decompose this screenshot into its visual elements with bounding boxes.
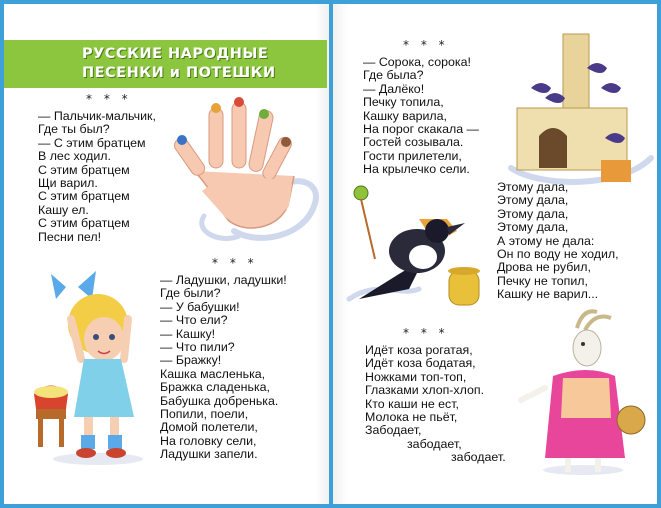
stove-with-birds-illustration (501, 28, 657, 198)
poem-line: Кашку варила, (363, 108, 447, 123)
poem-line: Гости прилетели, (363, 148, 462, 163)
poem-line: Глазками хлоп-хлоп. (365, 383, 485, 398)
poem-line: Этому дала, (497, 220, 569, 235)
poem-line: Забодает, (365, 423, 422, 438)
poem-line: Ладушки запели. (160, 447, 258, 462)
poem-line: На крылечко сели. (363, 162, 470, 177)
poem1-text (38, 110, 156, 244)
poem-line: забодает, (407, 436, 462, 451)
poem-line: — Далёко! (363, 81, 425, 96)
poem-line: забодает. (451, 450, 506, 465)
left-page (4, 4, 329, 504)
poem-line: — Пальчик-мальчик, (38, 109, 156, 123)
poem-line: Кашку не варил... (497, 287, 599, 302)
goat-in-dress-illustration (513, 308, 657, 478)
poem3-text-top (363, 56, 479, 177)
poem-line: Где были? (160, 286, 221, 301)
poem-line: Он по воду не ходил, (497, 246, 619, 261)
poem-line: С этим братцем (38, 216, 130, 231)
poem-line: Идёт коза рогатая, (365, 343, 473, 357)
page-title-line1: РУССКИЕ НАРОДНЫЕ (82, 46, 269, 62)
hand-with-finger-faces-illustration (164, 96, 329, 246)
poem-line: На порог скакала — (363, 121, 479, 136)
poem-line: В лес ходил. (38, 149, 111, 164)
poem4-stars: * * * (403, 326, 449, 340)
poem-line: Идёт коза бодатая, (365, 356, 476, 371)
poem-line: Кто каши не ест, (365, 396, 459, 411)
poem-line: Дрова не рубил, (497, 260, 591, 275)
poem-line: — Что пили? (160, 339, 235, 354)
poem-line: Этому дала, (497, 206, 569, 221)
poem-line: Печку не топил, (497, 273, 588, 288)
poem-line: Кашка масленька, (160, 366, 266, 381)
poem-line: — Ладушки, ладушки! (160, 273, 287, 287)
poem1-stars: * * * (86, 92, 132, 106)
poem-line: Печку топила, (363, 95, 444, 110)
poem3-text-bottom (497, 181, 619, 302)
girl-with-bow-illustration (26, 259, 151, 469)
poem-line: Этому дала, (497, 193, 569, 208)
poem-line: Домой полетели, (160, 420, 258, 435)
poem-line: А этому не дала: (497, 233, 595, 248)
poem3-stars: * * * (403, 38, 449, 52)
poem-line: Молока не пьёт, (365, 409, 458, 424)
poem-line: Песни пел! (38, 229, 102, 244)
poem-line: — С этим братцем (38, 135, 146, 150)
poem-line: Где ты был? (38, 122, 110, 137)
poem-line: Где была? (363, 68, 424, 83)
poem-line: Щи варил. (38, 175, 98, 190)
title-banner (4, 40, 327, 88)
poem-line: Ножками топ-топ, (365, 369, 467, 384)
poem-line: — Сорока, сорока! (363, 55, 471, 69)
magpie-with-pot-illustration (339, 179, 491, 321)
poem-line: — У бабушки! (160, 299, 240, 314)
poem-line: Этому дала, (497, 180, 569, 194)
poem-line: — Что ели? (160, 313, 228, 328)
poem-line: Бабушка добренька. (160, 393, 279, 408)
poem-line: Кашу ел. (38, 202, 89, 217)
poem2-stars: * * * (212, 256, 258, 270)
poem-line: Попили, поели, (160, 406, 249, 421)
poem-line: Гостей созывала. (363, 135, 464, 150)
right-page (333, 4, 657, 504)
poem4-text (365, 344, 506, 465)
poem-line: С этим братцем (38, 162, 130, 177)
poem2-text (160, 274, 287, 461)
poem-line: На головку сели, (160, 433, 257, 448)
poem-line: Бражка сладенька, (160, 380, 270, 395)
page-title-line2: ПЕСЕНКИ и ПОТЕШКИ (82, 65, 276, 81)
poem-line: — Кашку! (160, 326, 216, 341)
poem-line: С этим братцем (38, 189, 130, 204)
poem-line: — Бражку! (160, 353, 222, 368)
